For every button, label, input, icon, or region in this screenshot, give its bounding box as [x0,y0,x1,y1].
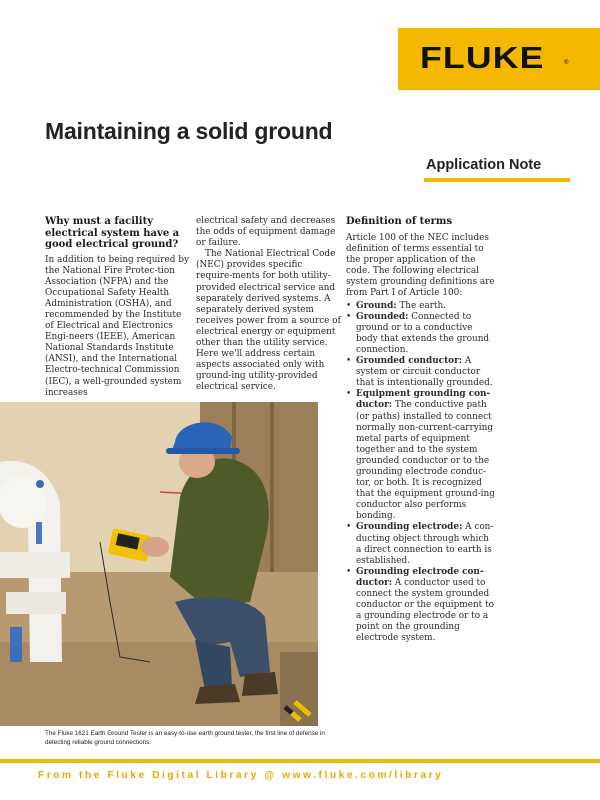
body-paragraph: The National Electrical Code (NEC) provides specific require-ments for both utility-provided electrical service and separately derived systems. A separately derived system receives power from a source of electrical energy or equipment other than the utility service. Here we'll address certain aspects associated only with ground-ing utility-provided electrical service. [196,249,341,393]
section-heading: Definition of terms [346,216,453,227]
body-paragraph: In addition to being required by the National Fire Protec-tion Association (NFPA) and the Occupational Safety Health Administration (OSHA), and recommended by the Institute of Electrical and Electronics Engi-neers (IEEE), American National Standards Institute (ANSI), and the International Electro-technical Commission (IEC), a well-grounded system increases [45,254,189,398]
term-definition: The earth. [396,300,446,311]
term: Grounding electrode: [356,522,463,533]
definition-list [346,301,496,645]
definition-item [346,567,496,645]
bullet-icon: • [346,311,352,322]
fluke-logo [398,28,600,90]
column-1 [45,216,190,399]
term-definition: Connected to ground or to a conductive body that extends the ground connection. [356,311,490,355]
term-definition: A con-ducting object through which a direct connection to earth is established. [356,522,494,566]
term-definition: A system or circuit conductor that is intentionally grounded. [356,356,493,389]
body-paragraph: Article 100 of the NEC includes definition of terms essential to the proper application of the code. The following electrical system grounding definitions are from Part I of Article 100: [346,233,495,299]
divider [424,178,570,182]
column-3 [346,216,496,644]
bullet-icon: • [346,356,352,367]
term: Ground: [356,300,397,311]
technician-photo [0,402,318,726]
footer-library-link[interactable]: From the Fluke Digital Library @ www.fluke.com/library [38,770,444,781]
footer-divider [0,759,600,763]
definition-item [346,522,496,566]
registered-mark: ® [564,60,569,66]
term: Equipment grounding con-ductor: [356,389,491,411]
term: Grounding electrode con-ductor: [356,566,484,588]
section-heading: Why must a facility electrical system have a good electrical ground? [45,216,180,250]
bullet-icon: • [346,389,352,400]
term: Grounded: [356,311,409,322]
bullet-icon: • [346,522,352,533]
body-paragraph: electrical safety and decreases the odds of equipment damage or failure. [196,216,336,249]
definition-item [346,312,496,356]
term-definition: The conductive path (or paths) installed to connect normally non-current-carrying metal parts of equipment together and to the system grounded conductor or to the grounding electrode conduc-tor, or both. It is recognized that the equipment ground-ing conductor also performs bonding. [356,400,495,522]
bullet-icon: • [346,566,352,577]
definition-item [346,356,496,389]
photo-caption: The Fluke 1621 Earth Ground Tester is an easy-to-use earth ground tester, the first line of defense in detecting reliable ground connections. [45,730,325,746]
definition-item [346,301,496,312]
page-title: Maintaining a solid ground [45,118,333,144]
bullet-icon: • [346,300,352,311]
column-2 [196,216,341,394]
term-definition: A conductor used to connect the system grounded conductor or the equipment to a grounding electrode or to a point on the grounding electrode system. [356,577,494,644]
document-type: Application Note [426,157,542,173]
term: Grounded conductor: [356,356,463,367]
logo-wordmark: FLUKE [420,40,545,75]
definition-item [346,389,496,522]
